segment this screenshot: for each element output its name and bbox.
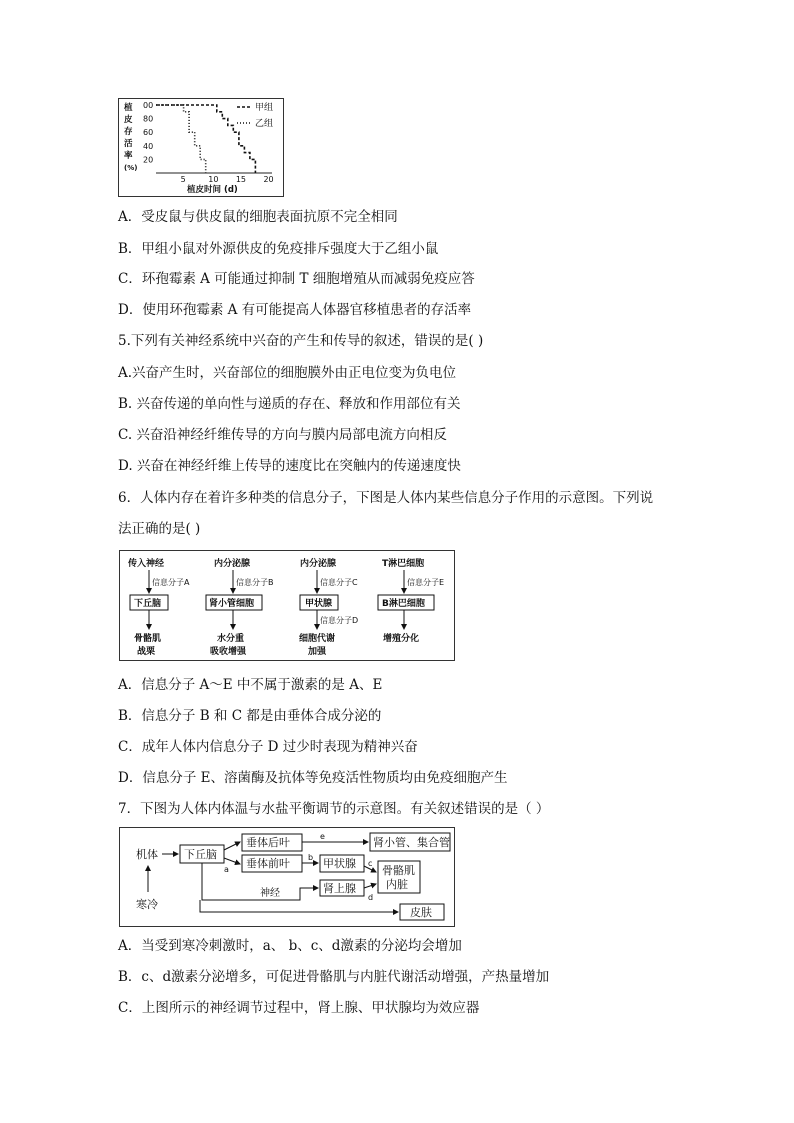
signal-a-label: 信息分子A: [152, 578, 190, 587]
label-e: e: [320, 832, 325, 841]
thyroid-label-2: 甲状腺: [323, 857, 356, 870]
graft-survival-chart-svg: [119, 99, 283, 196]
body-label: 机体: [136, 848, 158, 861]
q6-option-a: A．信息分子 A～E 中不属于激素的是 A、E: [118, 677, 383, 693]
skin-label: 皮肤: [410, 906, 432, 919]
posterior-pituitary-label: 垂体后叶: [246, 836, 290, 849]
thermoregulation-diagram-svg: [120, 828, 454, 926]
label-d: d: [368, 893, 374, 902]
y-axis-label-char: 存: [124, 127, 133, 137]
kidney-label: 肾小管、集合管: [373, 836, 450, 849]
arrow-to-posterior: [224, 842, 240, 850]
signal-d-label: 信息分子D: [320, 616, 359, 625]
cold-label: 寒冷: [136, 898, 158, 911]
renal-tubule-label: 肾小管细胞: [209, 599, 255, 609]
q4-option-a: A．受皮鼠与供皮鼠的细胞表面抗原不完全相同: [118, 209, 398, 225]
proliferation-label: 增殖分化: [383, 634, 420, 644]
signal-e-label: 信息分子E: [407, 578, 445, 587]
b-lymphocyte-label: B淋巴细胞: [382, 599, 425, 609]
legend-label-jia: 甲组: [255, 103, 274, 113]
series-group: [156, 105, 255, 173]
q6-option-c: C．成年人体内信息分子 D 过少时表现为精神兴奋: [118, 739, 418, 755]
q7-stem: 7．下图为人体内体温与水盐平衡调节的示意图。有关叙述错误的是（ ）: [118, 801, 550, 817]
q7-option-b: B．c、d激素分泌增多，可促进骨骼肌与内脏代谢活动增强，产热量增加: [118, 969, 550, 985]
y-tick-label: 20: [143, 155, 154, 165]
y-axis-label: [123, 102, 137, 172]
y-axis-label-char: (%): [124, 164, 138, 172]
y-axis-label-char: 率: [124, 151, 133, 161]
q5-option-b: B. 兴奋传递的单向性与递质的存在、释放和作用部位有关: [118, 396, 461, 412]
label-a: a: [224, 865, 229, 874]
legend: [237, 102, 273, 129]
label-c: c: [368, 859, 373, 868]
thyroid-label: 甲状腺: [305, 599, 333, 609]
skeletal-muscle-label: 骨骼肌: [134, 634, 162, 644]
y-tick-labels: [143, 101, 153, 164]
anterior-pituitary-label: 垂体前叶: [246, 857, 290, 870]
q7-option-a: A．当受到寒冷刺激时，a、 b、c、d激素的分泌均会增加: [118, 938, 462, 954]
q4-option-b: B．甲组小鼠对外源供皮的免疫排斥强度大于乙组小鼠: [118, 241, 439, 257]
label-b: b: [308, 853, 314, 862]
enhanced-label: 加强: [308, 647, 327, 657]
q6-stem-line2: 法正确的是( ): [118, 521, 201, 537]
q6-stem-line1: 6．人体内存在着许多种类的信息分子，下图是人体内某些信息分子作用的示意图。下列说: [118, 490, 654, 506]
endocrine-gland-label-2: 内分泌腺: [300, 559, 337, 569]
viscera-label: 内脏: [386, 878, 408, 891]
x-tick-label: 20: [263, 175, 274, 184]
legend-label-yi: 乙组: [255, 119, 274, 129]
graft-survival-chart: [118, 98, 284, 197]
signal-molecule-diagram: [119, 550, 455, 661]
shivering-label: 战栗: [137, 647, 156, 657]
q4-option-d: D．使用环孢霉素 A 有可能提高人体器官移植患者的存活率: [118, 302, 472, 318]
q7-option-c: C．上图所示的神经调节过程中，肾上腺、甲状腺均为效应器: [118, 1000, 480, 1016]
q6-option-d: D．信息分子 E、溶菌酶及抗体等免疫活性物质均由免疫细胞产生: [118, 770, 508, 786]
endocrine-gland-label-1: 内分泌腺: [214, 559, 251, 569]
y-tick-label: 40: [143, 141, 154, 151]
reabsorption-label: 吸收增强: [210, 647, 247, 657]
thermoregulation-diagram: [119, 827, 455, 927]
x-tick-labels: [181, 175, 274, 184]
signal-c-label: 信息分子C: [320, 578, 358, 587]
q5-stem: 5.下列有关神经系统中兴奋的产生和传导的叙述，错误的是( ): [118, 333, 484, 349]
x-tick-label: 5: [180, 175, 186, 184]
arrow-to-anterior: [224, 858, 240, 864]
y-axis-label-char: 活: [124, 139, 133, 149]
q5-option-c: C. 兴奋沿神经纤维传导的方向与膜内局部电流方向相反: [118, 427, 447, 443]
t-lymphocyte-label: T淋巴细胞: [382, 559, 425, 569]
water-label: 水分重: [217, 634, 245, 644]
adrenal-label: 肾上腺: [323, 882, 356, 895]
signal-molecule-diagram-svg: [120, 551, 454, 660]
series-line-yi: [156, 105, 206, 173]
q5-option-d: D. 兴奋在神经纤维上传导的速度比在突触内的传递速度快: [118, 458, 461, 474]
y-axis-label-char: 皮: [124, 115, 133, 125]
y-tick-label: 60: [143, 128, 154, 138]
q5-option-a: A.兴奋产生时，兴奋部位的细胞膜外由正电位变为负电位: [118, 365, 457, 381]
hypothalamus-label: 下丘脑: [134, 599, 162, 609]
x-tick-label: 15: [235, 175, 247, 184]
nerve-label: 神经: [260, 888, 280, 899]
x-axis-label: 植皮时间 (d): [187, 185, 238, 195]
y-axis-label-char: 植: [124, 103, 133, 113]
signal-b-label: 信息分子B: [236, 578, 274, 587]
muscle-label: 骨骼肌: [382, 864, 415, 877]
y-tick-label: 80: [143, 114, 154, 124]
y-tick-label: 00: [143, 101, 154, 110]
x-tick-label: 10: [208, 175, 219, 184]
arrow-d: [364, 884, 376, 888]
afferent-nerve-label: 传入神经: [128, 559, 165, 569]
hypothalamus-label-2: 下丘脑: [184, 848, 217, 861]
cell-metabolism-label: 细胞代谢: [299, 634, 336, 644]
q4-option-c: C．环孢霉素 A 可能通过抑制 T 细胞增殖从而减弱免疫应答: [118, 271, 475, 287]
q6-option-b: B．信息分子 B 和 C 都是由垂体合成分泌的: [118, 708, 382, 724]
series-line-jia: [156, 105, 255, 173]
